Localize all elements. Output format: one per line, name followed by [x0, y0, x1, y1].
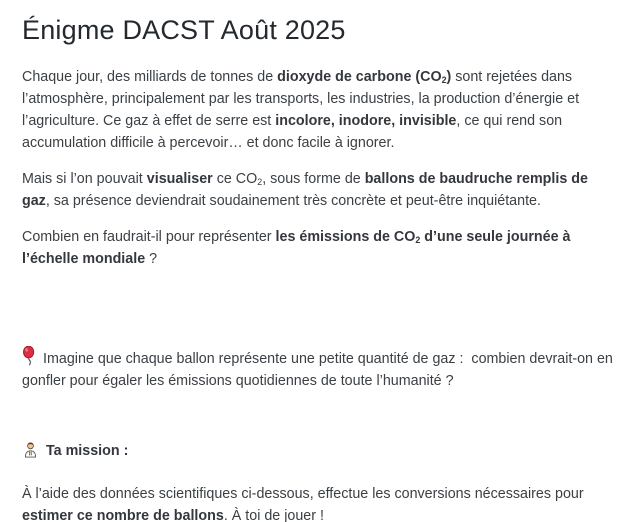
paragraph-balloon-hint: [22, 346, 618, 392]
balloon-icon: [22, 346, 36, 366]
paragraph-mission: [22, 440, 618, 462]
paragraph-question-emissions: Combien en faudrait-il pour représenter les émissions de $CO_2$ d’une seule journée à l’échelle mondiale ?: [22, 229, 575, 267]
paragraph-balloon-hint-text: Imagine que chaque ballon représente une petite quantité de gaz : combien devrait-on en gonfler pour égaler les émissions quotidiennes de toute l’humanité ?: [22, 351, 617, 389]
paragraph-visualiser-ballons: Mais si l’on pouvait visualiser ce $CO_2$, sous forme de ballons de baudruche remplis de gaz, sa présence deviendrait soudainement très concrète et peut-être inquiétante.: [22, 171, 592, 209]
paragraph-mission-text: Ta mission :: [46, 443, 129, 459]
paragraph-call-to-action: À l’aide des données scientifiques ci-dessous, effectue les conversions nécessaires pour estimer ce nombre de ballons. À toi de jouer !: [22, 486, 588, 522]
scientist-icon: [22, 441, 39, 458]
page-title: Énigme DACST Août 2025: [22, 15, 346, 45]
paragraph-intro-co2: Chaque jour, des milliards de tonnes de dioxyde de carbone $(CO_2)$ sont rejetées dans l’atmosphère, principalement par les transports, les industries, la production d’énergie et l’agriculture. Ce gaz à effet de serre est incolore, inodore, invisible, ce qui rend son accumulation difficile à percevoir… et donc facile à ignorer.: [22, 69, 584, 151]
